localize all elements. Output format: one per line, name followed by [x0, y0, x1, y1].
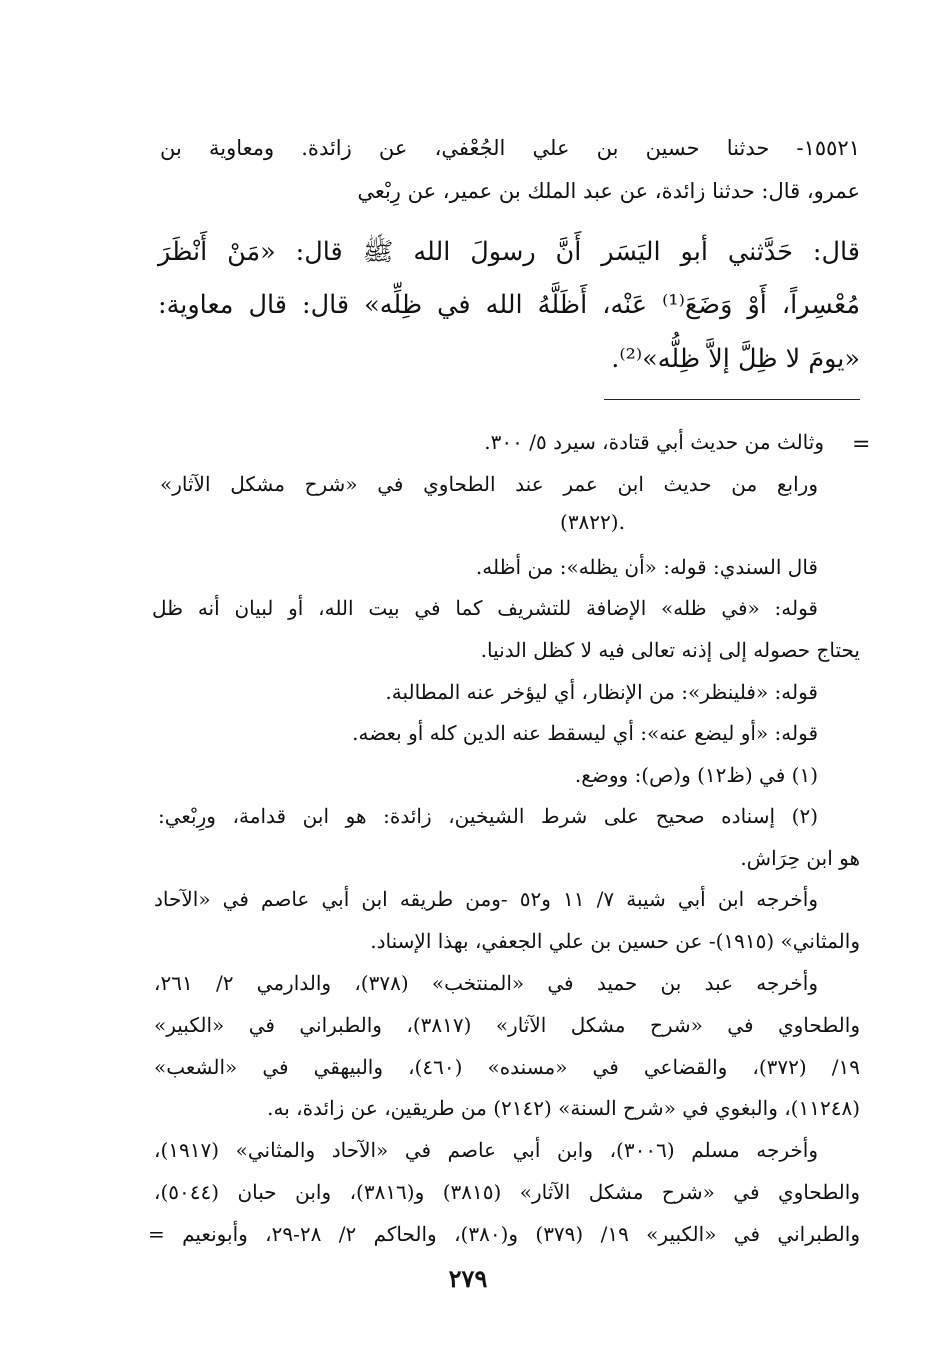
footnote-line: وأخرجه عبد بن حميد في «المنتخب» (٣٧٨)، والدارمي ٢/ ٢٦١،	[154, 971, 818, 995]
hadith-matn-line: قال: حَدَّثني أبو اليَسَر أَنَّ رسولَ الله ﷺ قال: «مَنْ أَنْظَرَ	[158, 237, 860, 267]
footnote-line: (٢) إسناده صحيح على شرط الشيخين، زائدة: هو ابن قدامة، ورِبْعي:	[158, 804, 818, 828]
hadith-isnad-line: ١٥٥٢١- حدثنا حسين بن علي الجُعْفي، عن زائدة. ومعاوية بن	[160, 136, 860, 160]
note-line: (٣٨٢٢).	[560, 510, 625, 534]
note-line: يحتاج حصوله إلى إذنه تعالى فيه لا كظل الدنيا.	[480, 638, 860, 662]
footnote-line: ١٩/ (٣٧٢)، والقضاعي في «مسنده» (٤٦٠)، والبيهقي في «الشعب»	[154, 1055, 860, 1079]
footnote-divider	[604, 399, 860, 400]
note-line: وثالث من حديث أبي قتادة، سيرد ٥/ ٣٠٠.	[484, 430, 824, 454]
footnote-line: (١) في (ظ١٢) و(ص): ووضع.	[574, 763, 818, 787]
footnote-line: هو ابن حِرَاش.	[740, 846, 860, 870]
note-line: ورابع من حديث ابن عمر عند الطحاوي في «شرح مشكل الآثار»	[160, 472, 818, 496]
footnote-line: (١١٢٤٨)، والبغوي في «شرح السنة» (٢١٤٢) من طريقين، عن زائدة، به.	[267, 1096, 860, 1120]
note-line: قوله: «فلينظر»: من الإنظار، أي ليؤخر عنه المطالبة.	[385, 680, 818, 704]
note-line: قوله: «في ظله» الإضافة للتشريف كما في بيت الله، أو لبيان أنه ظل	[152, 596, 818, 620]
hadith-matn-line: مُعْسِراً، أَوْ وَضَعَ⁽¹⁾ عَنْه، أَظَلَّهُ الله في ظِلِّه» قال: قال معاوية:	[158, 290, 860, 320]
footnote-line: والمثاني» (١٩١٥)- عن حسين بن علي الجعفي، بهذا الإسناد.	[370, 929, 860, 953]
page-number: ٢٧٩	[448, 1264, 488, 1293]
note-line: قوله: «أو ليضع عنه»: أي ليسقط عنه الدين كله أو بعضه.	[352, 721, 818, 745]
hadith-isnad-line: عمرو، قال: حدثنا زائدة، عن عبد الملك بن عمير، عن رِبْعي	[357, 179, 860, 203]
footnote-line: والطحاوي في «شرح مشكل الآثار» (٣٨١٥) و(٣٨١٦)، وابن حبان (٥٠٤٤)،	[154, 1180, 860, 1204]
continuation-mark: =	[852, 432, 871, 457]
footnote-line: وأخرجه ابن أبي شيبة ٧/ ١١ و٥٢ -ومن طريقه ابن أبي عاصم في «الآحاد	[154, 887, 818, 911]
footnote-line: والطحاوي في «شرح مشكل الآثار» (٣٨١٧)، والطبراني في «الكبير»	[154, 1013, 860, 1037]
note-line: قال السندي: قوله: «أن يظله»: من أظله.	[475, 555, 818, 579]
footnote-line: وأخرجه مسلم (٣٠٠٦)، وابن أبي عاصم في «الآحاد والمثاني» (١٩١٧)،	[154, 1138, 819, 1162]
hadith-matn-line: «يومَ لا ظِلَّ إلاَّ ظِلُّه»⁽²⁾.	[611, 344, 860, 374]
footnote-line: والطبراني في «الكبير» ١٩/ (٣٧٩) و(٣٨٠)، والحاكم ٢/ ٢٨-٢٩، وأبونعيم =	[148, 1222, 860, 1246]
